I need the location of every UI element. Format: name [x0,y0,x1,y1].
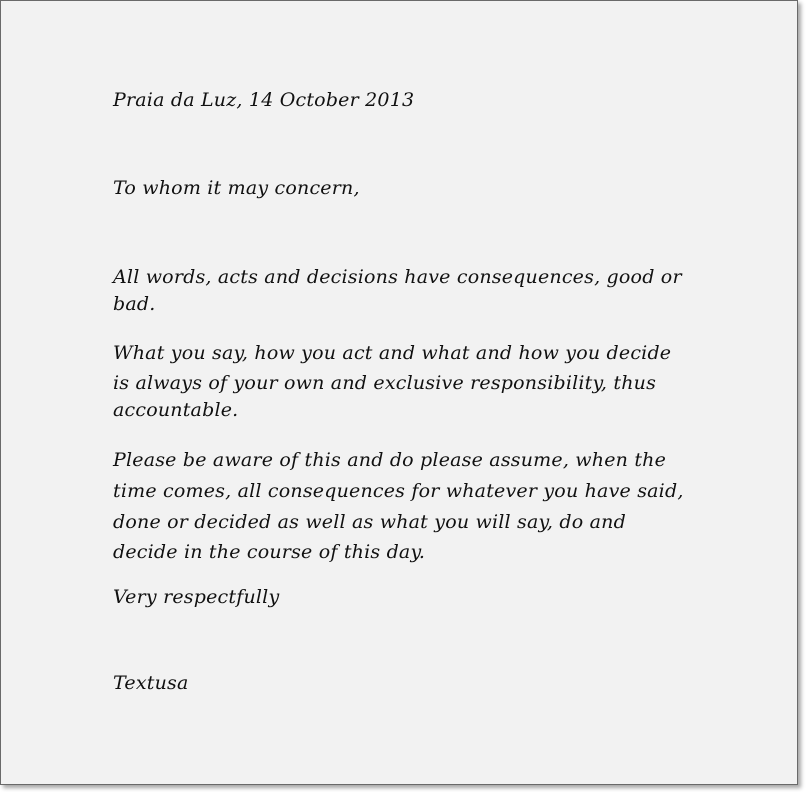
paragraph-1-line-2: bad. [113,293,156,315]
paragraph-3-line-3: done or decided as well as what you will say, do and [113,511,626,533]
paragraph-3-line-1: Please be aware of this and do please assume, when the [113,449,667,471]
paragraph-3-line-2: time comes, all consequences for whatever you have said, [113,480,684,502]
closing: Very respectfully [113,586,280,608]
dateline: Praia da Luz, 14 October 2013 [113,89,415,111]
signature: Textusa [113,672,189,694]
paragraph-2-line-3: accountable. [113,399,239,421]
paragraph-2-line-2: is always of your own and exclusive responsibility, thus [113,372,657,394]
paragraph-1-line-1: All words, acts and decisions have consequences, good or [113,266,682,288]
paragraph-3-line-4: decide in the course of this day. [113,541,426,563]
salutation: To whom it may concern, [113,177,360,199]
paragraph-2-line-1: What you say, how you act and what and how you decide [113,342,672,364]
